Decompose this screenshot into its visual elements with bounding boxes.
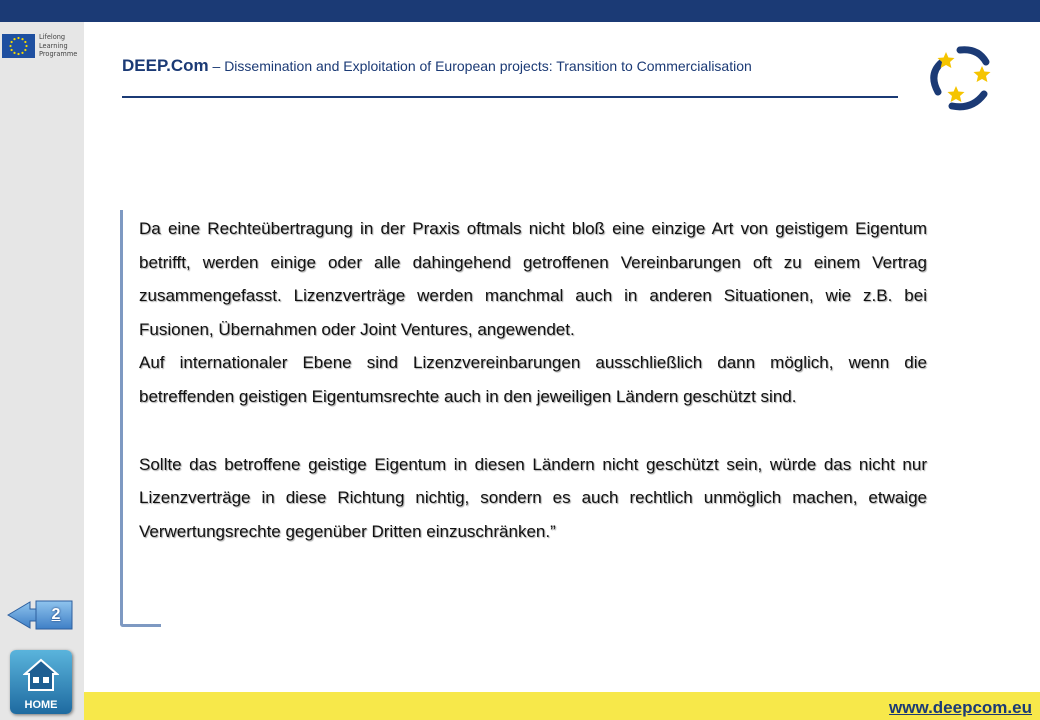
eu-flag-icon [2,34,35,58]
eu-program-line: Learning [39,41,68,50]
star-icon [974,66,991,82]
content-paragraph: Da eine Rechteübertragung in der Praxis oftmals nicht bloß eine einzige Art von geistigem Eigentum betrifft, werden einige oder alle dahingehend getroffenen Vereinbarungen oft zu einem Vertrag zusammengefasst. Lizenzverträge werden manchmal auch in anderen Situationen, wie z.B. bei Fusionen, Übernahmen oder Joint Ventures, angewendet. [139,219,927,339]
content-paragraph: Sollte das betroffene geistige Eigentum in diesen Ländern nicht geschützt sein, würde das nicht nur Lizenzverträge in diese Richtung nichtig, sondern es auch rechtlich unmöglich machen, etwaige Verwertungsrechte gegenüber Dritten einzuschränken.” [139,454,927,541]
page-number-link[interactable]: 2 [51,606,61,623]
main-content [139,212,927,548]
top-bar [0,0,1040,22]
eu-program-line: Lifelong [39,33,66,41]
page-title [122,56,752,76]
house-icon [23,658,59,692]
website-link[interactable]: www.deepcom.eu [889,698,1032,717]
eu-program-line: Programme [39,50,78,59]
lifelong-learning-logo [2,32,82,62]
header-divider [122,96,898,98]
eu-program-text [39,33,77,59]
deepcom-logo [924,44,996,112]
home-label: HOME [24,699,58,711]
content-paragraph: Auf internationaler Ebene sind Lizenzvereinbarungen ausschließlich dann möglich, wenn die betreffenden geistigen Eigentumsrechte auch in den jeweiligen Ländern geschützt sind. [139,353,927,406]
title-separator: – [208,58,225,74]
title-subtitle: Dissemination and Exploitation of European projects: Transition to Commercialisation [224,58,752,74]
home-button[interactable] [10,650,72,714]
back-page-button[interactable] [6,598,74,634]
brand-name: DEEP.Com [122,56,209,75]
star-icon [948,86,965,102]
